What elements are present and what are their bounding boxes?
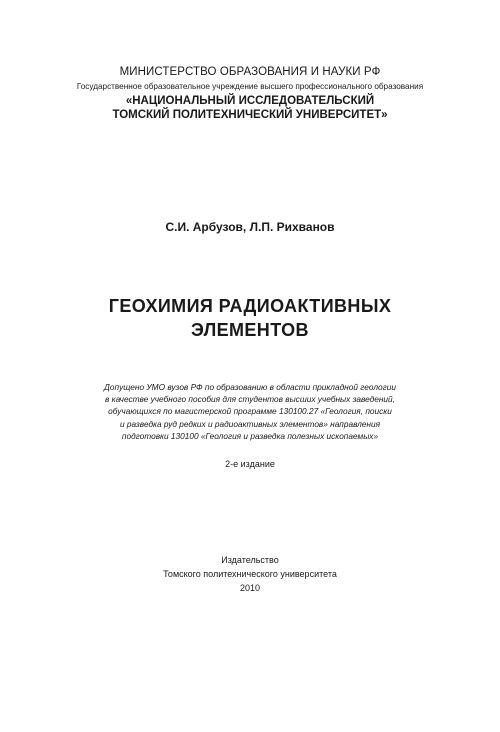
book-title-line-1: ГЕОХИМИЯ РАДИОАКТИВНЫХ xyxy=(108,296,392,316)
approval-statement xyxy=(0,381,500,442)
publication-year: 2010 xyxy=(239,583,261,593)
approval-line: и разведка руд редких и радиоактивных элементов» направления xyxy=(119,418,381,429)
edition: 2-е издание xyxy=(225,459,275,469)
university-name-line-2: ТОМСКИЙ ПОЛИТЕХНИЧЕСКИЙ УНИВЕРСИТЕТ» xyxy=(112,109,388,121)
publisher-label: Издательство xyxy=(221,555,279,565)
approval-line: Допущено УМО вузов РФ по образованию в области прикладной геологии xyxy=(104,382,396,392)
university-name-line-1: «НАЦИОНАЛЬНЫЙ ИССЛЕДОВАТЕЛЬСКИЙ xyxy=(125,95,375,107)
authors: С.И. Арбузов, Л.П. Рихванов xyxy=(165,220,335,234)
ministry-name: МИНИСТЕРСТВО ОБРАЗОВАНИЯ И НАУКИ РФ xyxy=(119,66,381,78)
publisher-name: Томского политехнического университета xyxy=(163,569,337,579)
approval-line: в качестве учебного пособия для студентов высших учебных заведений, xyxy=(105,394,395,405)
approval-line: подготовки 130100 «Геология и разведка полезных ископаемых» xyxy=(121,430,379,441)
institution-type: Государственное образовательное учреждение высшего профессионального образования xyxy=(76,82,424,91)
approval-line: обучающихся по магистерской программе 130100.27 «Геология, поиски xyxy=(108,406,392,417)
book-title-line-2: ЭЛЕМЕНТОВ xyxy=(191,320,309,340)
